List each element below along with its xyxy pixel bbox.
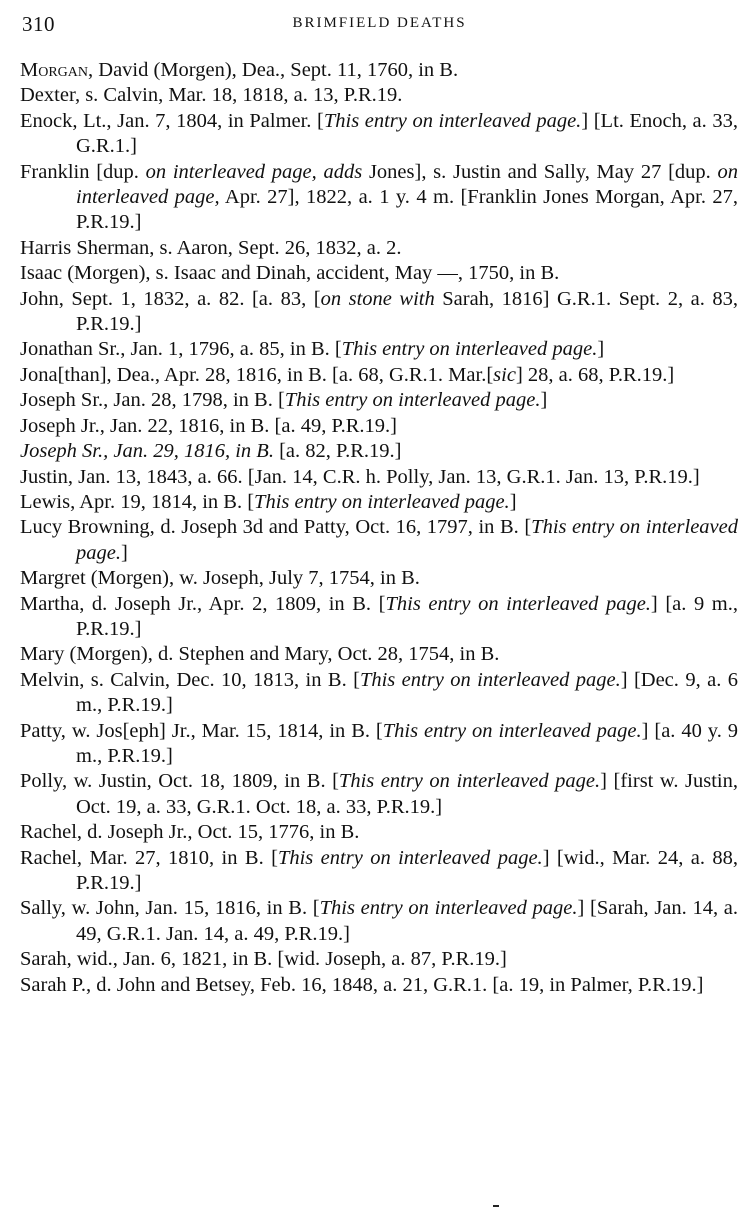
- entry-rachel-1810: Rachel, Mar. 27, 1810, in B. [This entry on interleaved page.] [wid., Mar. 24, a. 88, P.R.19.]: [20, 846, 738, 894]
- entry-david-morgan: Morgan, David (Morgen), Dea., Sept. 11, 1760, in B.: [20, 59, 459, 81]
- entry-margret: Margret (Morgen), w. Joseph, July 7, 1754, in B.: [20, 567, 420, 590]
- page-number: 310: [22, 12, 55, 36]
- entry-jonathan-dea: Jona[than], Dea., Apr. 28, 1816, in B. [a. 68, G.R.1. Mar.[sic] 28, a. 68, P.R.19.]: [20, 363, 675, 386]
- entry-joseph-sr-1798: Joseph Sr., Jan. 28, 1798, in B. [This entry on interleaved page.]: [20, 389, 548, 412]
- entry-rachel-1776: Rachel, d. Joseph Jr., Oct. 15, 1776, in B.: [20, 821, 360, 844]
- death-entries-list: [20, 58, 738, 998]
- entry-justin: Justin, Jan. 13, 1843, a. 66. [Jan. 14, C.R. h. Polly, Jan. 13, G.R.1. Jan. 13, P.R.19.]: [20, 465, 700, 488]
- entry-joseph-sr-1816: Joseph Sr., Jan. 29, 1816, in B. [a. 82, P.R.19.]: [20, 440, 402, 463]
- entry-lewis: Lewis, Apr. 19, 1814, in B. [This entry on interleaved page.]: [20, 490, 517, 513]
- page-header: [22, 12, 737, 38]
- entry-melvin: Melvin, s. Calvin, Dec. 10, 1813, in B. [This entry on interleaved page.] [Dec. 9, a. 6 m., P.R.19.]: [20, 668, 738, 717]
- entry-patty: Patty, w. Jos[eph] Jr., Mar. 15, 1814, in B. [This entry on interleaved page.] [a. 40 y. 9 m., P.R.19.]: [20, 719, 738, 767]
- entry-enock: Enock, Lt., Jan. 7, 1804, in Palmer. [This entry on interleaved page.] [Lt. Enoch, a. 33, G.R.1.]: [20, 109, 738, 158]
- entry-jonathan-sr: Jonathan Sr., Jan. 1, 1796, a. 85, in B. [This entry on interleaved page.]: [20, 338, 605, 361]
- footer-mark: [493, 1205, 499, 1207]
- running-head: BRIMFIELD DEATHS: [292, 15, 467, 31]
- entry-polly: Polly, w. Justin, Oct. 18, 1809, in B. [This entry on interleaved page.] [first w. Justin, Oct. 19, a. 33, G.R.1. Oct. 18, a. 33, P.R.19.]: [20, 770, 738, 818]
- entry-franklin: Franklin [dup. on interleaved page, adds Jones], s. Justin and Sally, May 27 [dup. on interleaved page, Apr. 27], 1822, a. 1 y. 4 m. [Franklin Jones Morgan, Apr. 27, P.R.19.]: [20, 160, 738, 234]
- entry-dexter: Dexter, s. Calvin, Mar. 18, 1818, a. 13, P.R.19.: [20, 84, 403, 107]
- entry-isaac: Isaac (Morgen), s. Isaac and Dinah, accident, May —, 1750, in B.: [20, 262, 560, 285]
- entry-harris-sherman: Harris Sherman, s. Aaron, Sept. 26, 1832, a. 2.: [20, 236, 402, 259]
- entry-mary: Mary (Morgen), d. Stephen and Mary, Oct. 28, 1754, in B.: [20, 643, 500, 666]
- entry-sally: Sally, w. John, Jan. 15, 1816, in B. [This entry on interleaved page.] [Sarah, Jan. 14, a. 49, G.R.1. Jan. 14, a. 49, P.R.19.]: [20, 897, 738, 945]
- entry-martha: Martha, d. Joseph Jr., Apr. 2, 1809, in B. [This entry on interleaved page.] [a. 9 m., P.R.19.]: [20, 592, 738, 640]
- entry-joseph-jr: Joseph Jr., Jan. 22, 1816, in B. [a. 49, P.R.19.]: [20, 414, 397, 437]
- entry-sarah-p: Sarah P., d. John and Betsey, Feb. 16, 1848, a. 21, G.R.1. [a. 19, in Palmer, P.R.19.]: [20, 973, 704, 996]
- entry-lucy-browning: Lucy Browning, d. Joseph 3d and Patty, Oct. 16, 1797, in B. [This entry on interleaved page.]: [20, 516, 738, 564]
- entry-john: John, Sept. 1, 1832, a. 82. [a. 83, [on stone with Sarah, 1816] G.R.1. Sept. 2, a. 83, P.R.19.]: [20, 287, 739, 336]
- entry-surname: Morgan: [20, 59, 89, 81]
- entry-sarah-wid: Sarah, wid., Jan. 6, 1821, in B. [wid. Joseph, a. 87, P.R.19.]: [20, 948, 507, 971]
